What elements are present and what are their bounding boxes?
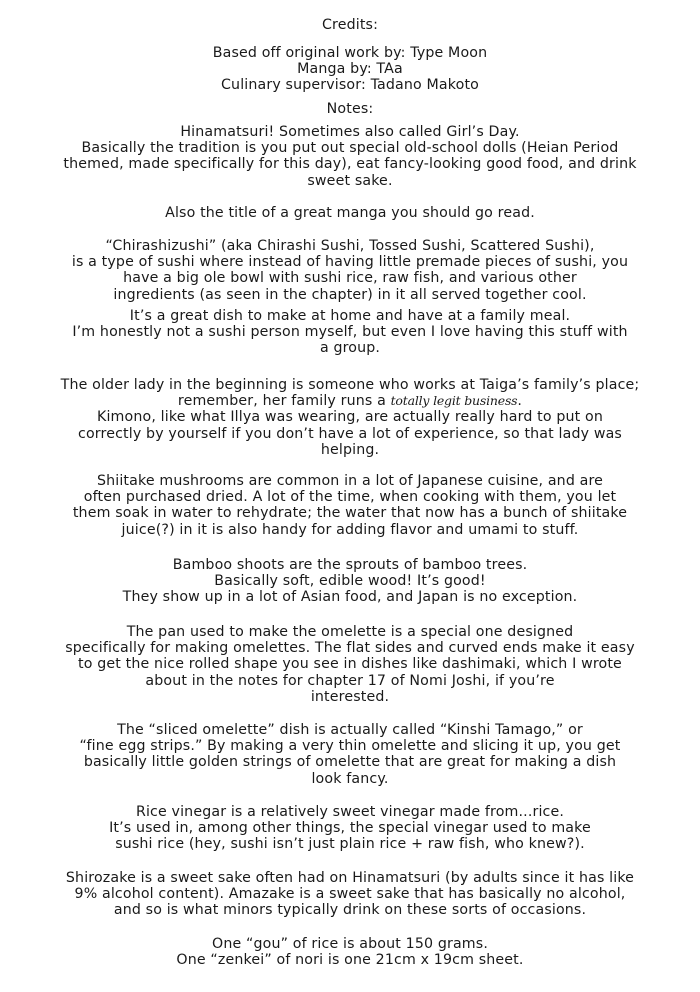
note-line: One “gou” of rice is about 150 grams.: [212, 936, 488, 952]
note-line: Hinamatsuri! Sometimes also called Girl’s Day.: [180, 124, 520, 140]
note-line: Also the title of a great manga you should go read.: [165, 205, 535, 221]
note-line: Shiitake mushrooms are common in a lot of Japanese cuisine, and are: [96, 473, 604, 489]
note-line: Basically the tradition is you put out special old-school dolls (Heian Period: [81, 140, 619, 157]
note-line: and so is what minors typically drink on these sorts of occasions.: [113, 902, 587, 919]
note-line: Kimono, like what Illya was wearing, are actually really hard to put on: [97, 409, 603, 426]
note-line: Bamboo shoots are the sprouts of bamboo trees.: [172, 557, 528, 573]
note-line: helping.: [320, 441, 380, 458]
note-line: The “sliced omelette” dish is actually called “Kinshi Tamago,” or: [117, 722, 583, 738]
credit-culinary-supervisor: Culinary supervisor: Tadano Makoto: [221, 77, 479, 94]
note-line: themed, made specifically for this day), eat fancy-looking good food, and drink: [63, 156, 637, 173]
note-rice-vinegar: [0, 804, 700, 853]
credits-heading: Credits:: [321, 17, 379, 33]
note-line: about in the notes for chapter 17 of Nomi Joshi, if you’re: [145, 672, 555, 689]
note-measures: [0, 936, 700, 968]
note-shiitake: [0, 473, 700, 538]
note-line: “Chirashizushi” (aka Chirashi Sushi, Tossed Sushi, Scattered Sushi),: [105, 238, 595, 254]
note-line: to get the nice rolled shape you see in dishes like dashimaki, which I wrote: [78, 656, 622, 673]
note-line: ingredients (as seen in the chapter) in it all served together cool.: [113, 286, 587, 303]
note-omelette-pan: [0, 624, 700, 705]
note-line: specifically for making omelettes. The flat sides and curved ends make it easy: [65, 640, 635, 657]
credit-original-work: Based off original work by: Type Moon: [212, 45, 488, 61]
notes-heading: Notes:: [326, 101, 374, 117]
note-line: sushi rice (hey, sushi isn’t just plain rice + raw fish, who knew?).: [115, 836, 585, 853]
note-line: Rice vinegar is a relatively sweet vinegar made from...rice.: [135, 804, 565, 820]
note-line: 9% alcohol content). Amazake is a sweet sake that has basically no alcohol,: [74, 886, 626, 903]
note-text: remember, her family runs a: [177, 393, 391, 410]
note-line: I’m honestly not a sushi person myself, but even I love having this stuff with: [72, 324, 628, 341]
script-text: totally legit business: [390, 393, 518, 409]
note-line: They show up in a lot of Asian food, and Japan is no exception.: [122, 589, 578, 606]
note-text: .: [517, 393, 523, 410]
credits-heading-block: [0, 17, 700, 33]
note-line: them soak in water to rehydrate; the water that now has a bunch of shiitake: [72, 505, 628, 522]
note-line: “fine egg strips.” By making a very thin omelette and slicing it up, you get: [79, 738, 621, 755]
note-hinamatsuri: [0, 124, 700, 189]
note-line-with-script: [0, 393, 700, 409]
note-older-lady: [0, 377, 700, 458]
note-line: It’s a great dish to make at home and have at a family meal.: [129, 308, 571, 324]
note-line: a group.: [319, 340, 381, 357]
note-line: One “zenkei” of nori is one 21cm x 19cm sheet.: [176, 952, 524, 969]
note-line: often purchased dried. A lot of the time, when cooking with them, you let: [83, 489, 617, 506]
credit-manga-by: Manga by: TAa: [297, 61, 403, 78]
note-line: correctly by yourself if you don’t have a lot of experience, so that lady was: [78, 425, 622, 442]
note-manga-title: [0, 205, 700, 221]
note-line: The pan used to make the omelette is a special one designed: [126, 624, 574, 640]
note-shirozake: [0, 870, 700, 919]
note-line: look fancy.: [311, 770, 389, 787]
note-bamboo: [0, 557, 700, 606]
note-line: basically little golden strings of omelette that are great for making a dish: [83, 754, 617, 771]
notes-heading-block: [0, 101, 700, 117]
note-line: Basically soft, edible wood! It’s good!: [214, 573, 486, 590]
note-chirashizushi: [0, 238, 700, 303]
note-line: have a big ole bowl with sushi rice, raw fish, and various other: [123, 270, 577, 287]
note-line: juice(?) in it is also handy for adding flavor and umami to stuff.: [121, 521, 579, 538]
credits-list: [0, 45, 700, 94]
note-line: It’s used in, among other things, the special vinegar used to make: [109, 820, 591, 837]
note-line: is a type of sushi where instead of having little premade pieces of sushi, you: [71, 254, 629, 271]
note-line: interested.: [310, 688, 390, 705]
note-kinshi-tamago: [0, 722, 700, 787]
note-line: The older lady in the beginning is someone who works at Taiga’s family’s place;: [60, 377, 640, 393]
note-line: Shirozake is a sweet sake often had on Hinamatsuri (by adults since it has like: [65, 870, 635, 886]
note-family-meal: [0, 308, 700, 357]
note-line: sweet sake.: [307, 172, 393, 189]
